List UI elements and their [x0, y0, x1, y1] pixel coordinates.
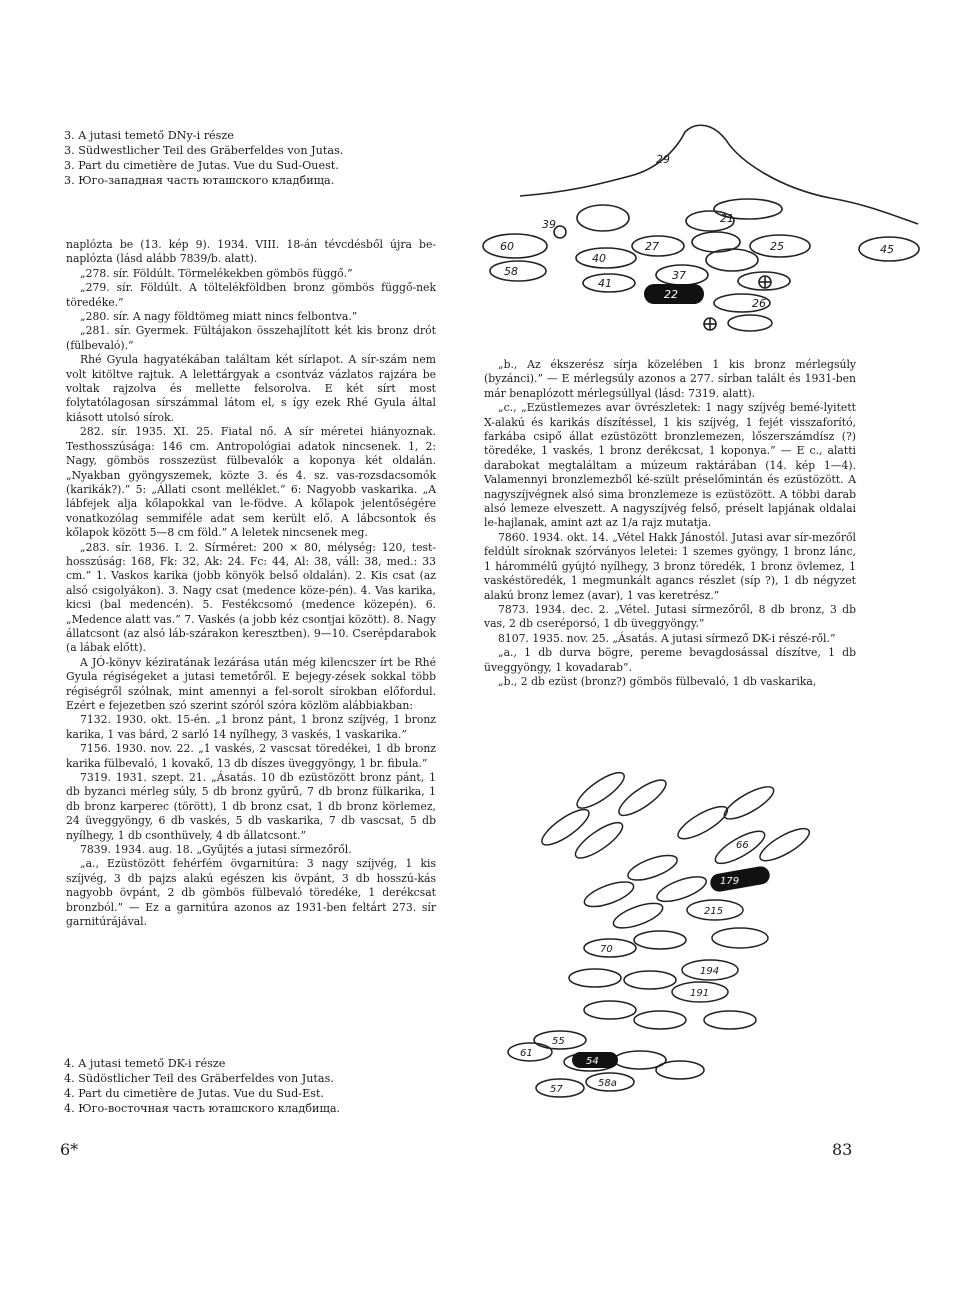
- grave-label: 191: [690, 988, 710, 999]
- paragraph: „279. sír. Földúlt. A töltelékföldben bronz gömbös függő-nek töredéke.”: [66, 281, 436, 309]
- caption-bottom: [64, 1056, 340, 1116]
- grave-label: 66: [736, 840, 749, 851]
- paragraph: „278. sír. Földúlt. Törmelékekben gömbös függő.”: [80, 266, 353, 280]
- grave-label: 58a: [598, 1078, 617, 1089]
- paragraph: 7132. 1930. okt. 15-én. „1 bronz pánt, 1 bronz szíjvég, 1 bronz karika, 1 vas bárd, 2 sarló 14 nyílhegy, 3 vaskés, 1 vaskarika.”: [66, 713, 436, 741]
- caption-line: 4. Südöstlicher Teil des Gräberfeldes von Jutas.: [64, 1072, 334, 1085]
- paragraph: „281. sír. Gyermek. Fültájakon összehajlított két kis bronz drót (fülbevaló).”: [66, 324, 436, 352]
- grave-label: 45: [880, 243, 894, 256]
- paragraph: „283. sír. 1936. I. 2. Sírméret: 200 × 80, mélység: 120, test-hosszúság: 168, Fk: 32, Ak: 24. Fc: 44, Al: 38, váll: 38, med.: 33 cm.” 1. Vaskos karika (jobb könyök belső oldalán). 2. Kis csat (az alsó csigolyákon). 3. Nagy csat (medence köze-pén). 4. Vas karika, kicsi (bal medencén). 5. Festékcsomó (medence közepén). 6. „Medence alatt vas.” 7. Vaskés (a jobb kéz csontjai között). 8. Nagy állatcsont (az alsó láb-szárakon keresztben). 9—10. Cserépdarabok (a lábak előtt).: [66, 540, 436, 655]
- page-number: 83: [832, 1140, 853, 1159]
- right-column: [484, 358, 856, 689]
- cemetery-map-southwest: [480, 118, 920, 344]
- paragraph: 7319. 1931. szept. 21. „Ásatás. 10 db ezüstözött bronz pánt, 1 db byzanci mérleg súly, 5 db bronz gyűrű, 7 db bronz fülkarika, 1 db bronz karperec (törött), 1 db bronz csat, 1 db bronz körlemez, 24 üveggyöngy, 6 db vaskés, 5 db vaskarika, 7 db vascsat, 5 db nyílhegy, 1 db csonthüvely, 4 db állatcsont.”: [66, 771, 436, 842]
- paragraph: 7156. 1930. nov. 22. „1 vaskés, 2 vascsat töredékei, 1 db bronz karika fülbevaló, 1 kovakő, 13 db díszes üveggyöngy, 1 br. fibula.”: [66, 742, 436, 770]
- grave-label: 54: [586, 1056, 599, 1067]
- paragraph: naplózta be (13. kép 9). 1934. VIII. 18-án tévcdésből újra be-naplózta (lásd alább 7839/b. alatt).: [66, 238, 436, 266]
- paragraph: „a., Ezüstözött fehérfém övgarnitúra: 3 nagy szíjvég, 1 kis szíjvég, 3 db pajzs alakú egészen kis övpánt, 3 db hosszú-kás nagyobb övpánt, 2 db gömbös fülbevaló töredéke, 1 derékcsat bronzból.” — Ez a garnitúra azonos az 1931-ben feltárt 273. sír garnitúrájával.: [66, 857, 436, 929]
- grave-179-filled: [709, 865, 771, 893]
- caption-line: 4. A jutasi temető DK-i része: [64, 1057, 226, 1070]
- cemetery-map-southeast: [500, 770, 880, 1110]
- paragraph: 7860. 1934. okt. 14. „Vétel Hakk Jánostól. Jutasi avar sír-mezőről feldúlt síroknak szórványos leletei: 1 szemes gyöngy, 1 bronz lánc, 1 hárommélű gyújtó nyílhegy, 3 bronz töredék, 1 bronz övlemez, 1 vaskéstöredék, 1 megmunkált agancs részlet (síp ?), 1 db négyzet alakú bronz lemez (avar), 1 vas keretrész.”: [484, 530, 856, 602]
- caption-line: 4. Юго-восточная часть юташского кладбища.: [64, 1102, 341, 1115]
- caption-line: 3. Südwestlicher Teil des Gräberfeldes von Jutas.: [64, 144, 344, 157]
- grave-label: 70: [600, 944, 613, 955]
- caption-line: 4. Part du cimetière de Jutas. Vue du Sud-Est.: [64, 1087, 325, 1100]
- grave-label: 41: [598, 277, 612, 290]
- caption-top: [64, 128, 343, 188]
- grave-label: 57: [550, 1084, 563, 1095]
- grave-label: 61: [520, 1048, 533, 1059]
- paragraph: 7839. 1934. aug. 18. „Gyűjtés a jutasi sírmezőről.: [80, 843, 352, 857]
- grave-label: 58: [504, 265, 518, 278]
- grave-label: 60: [500, 240, 514, 253]
- paragraph: „b., 2 db ezüst (bronz?) gömbös fülbevaló, 1 db vaskarika,: [498, 674, 817, 688]
- paragraph: „b., Az ékszerész sírja közelében 1 kis bronz mérlegsúly (byzánci).” — E mérlegsúly azonos a 277. sírban talált és 1931-ben már benaplózott mérlegsúllyal (lásd: 7319. alatt).: [484, 358, 856, 400]
- grave-label: 22: [664, 288, 678, 301]
- grave-label: 21: [720, 212, 734, 225]
- paragraph: A JÓ-könyv kéziratának lezárása után még kilencszer írt be Rhé Gyula régiségeket a jutasi temetőről. E bejegy-zések sokkal több régiségről szólnak, mint amennyi a fel-sorolt sírokban előfordul. Ezért e fejezetben szó szerint szóról szóra közlöm alábbiakban:: [66, 655, 436, 712]
- paragraph: „280. sír. A nagy földtömeg miatt nincs felbontva.”: [80, 310, 358, 324]
- caption-line: 3. Part du cimetière de Jutas. Vue du Sud-Ouest.: [64, 159, 339, 172]
- grave-label: 55: [552, 1036, 565, 1047]
- grave-label: 27: [645, 240, 659, 253]
- paragraph: „a., 1 db durva bögre, pereme bevagdosással díszítve, 1 db üveggyöngy, 1 kovadarab”.: [484, 646, 856, 674]
- left-column: [66, 238, 436, 930]
- grave-label: 29: [656, 153, 670, 166]
- grave-label: 39: [542, 218, 556, 231]
- paragraph: Rhé Gyula hagyatékában találtam két sírlapot. A sír-szám nem volt kitöltve rajtuk. A lelettárgyak a csontváz vázlatos rajzára be voltak rajzolva és mellette felsorolva. E két sírt most folytatólagosan sírszámmal látom el, s így ezek Rhé Gyula által kiásott utolsó sírok.: [66, 353, 436, 424]
- grave-label: 215: [704, 906, 724, 917]
- caption-line: 3. Юго-западная часть юташского кладбища.: [64, 174, 335, 187]
- grave-label: 25: [770, 240, 784, 253]
- grave-label: 40: [592, 252, 606, 265]
- paragraph: „c., „Ezüstlemezes avar övrészletek: 1 nagy szíjvég bemé-lyitett X-alakú és karikás díszítéssel, 1 kis szíjvég, 1 fejét visszaforító, farkába csipő állat ezüstözött bronzlemezen, lőszerszámdísz (?) töredéke, 1 vaskés, 1 bronz derékcsat, 1 koponya.” — E c., alatti darabokat megtaláltam a múzeum raktárában (14. kép 1—4). Valamennyi bronzlemezből ké-szült préselőmintán és ezüstözött. A nagyszíjvégnek alsó sima bronzlemeze is ezüstözött. A többi darab alsó lemeze elveszett. A nagyszíjvég felső, préselt lapjának oldalai le-hajlanak, amint azt az 1/a rajz mutatja.: [484, 401, 856, 530]
- grave-label: 26: [752, 297, 766, 310]
- grave-label: 179: [720, 876, 740, 887]
- grave-label: 194: [700, 966, 720, 977]
- mound-outline: [520, 125, 918, 224]
- paragraph: 7873. 1934. dec. 2. „Vétel. Jutasi sírmezőről, 8 db bronz, 3 db vas, 2 db cseréporsó, 1 db üveggyöngy.”: [484, 602, 856, 631]
- caption-line: 3. A jutasi temető DNy-i része: [64, 129, 234, 142]
- paragraph: 282. sír. 1935. XI. 25. Fiatal nő. A sír méretei hiányoznak. Testhosszúsága: 146 cm. Antropológiai adatok nincsenek. 1, 2: Nagy, gömbös rosszezüst fülbevalók a koponya két oldalán. „Nyakban gyöngyszemek, közte 3. és 4. sz. vas-rozsdacsomók (karikák?).” 5: „Állati csont melléklet.” 6: Nagyobb vaskarika. „A lábfejek alja kőlapokkal van le-födve. A kőlapok jelentőségére vonatkozólag semmiféle adat sem került elő. A lábcsontok és kőlapok között 5—8 cm föld.” A leletek nincsenek meg.: [66, 425, 436, 540]
- signature-mark: 6*: [60, 1140, 79, 1159]
- paragraph: 8107. 1935. nov. 25. „Ásatás. A jutasi sírmező DK-i részé-ről.”: [498, 631, 836, 645]
- grave-label: 37: [672, 269, 686, 282]
